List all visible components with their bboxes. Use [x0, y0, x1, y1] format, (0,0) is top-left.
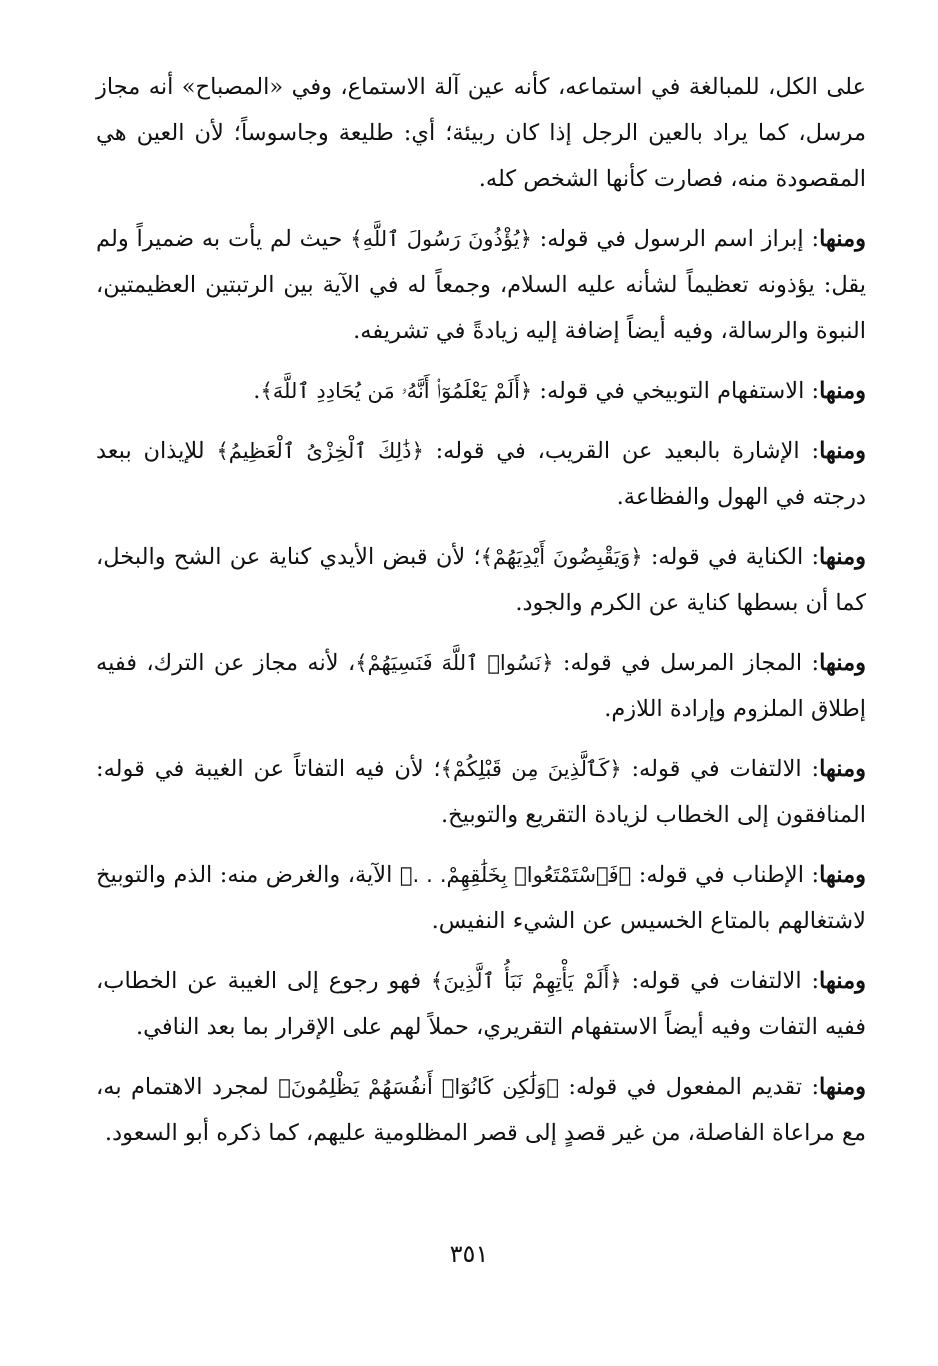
- paragraph-lead: ومنها: [819, 1074, 866, 1100]
- paragraph-rest: ؛ لأن قبض الأيدي كناية عن الشح والبخل، كما أن بسطها كناية عن الكرم والجود.: [96, 544, 866, 616]
- paragraph-lead: ومنها: [819, 862, 866, 888]
- paragraph-rest: فهو رجوع إلى الغيبة عن الخطاب، ففيه التفات وفيه أيضاً الاستفهام التقريري، حملاً لهم على الإقرار بما بعد النافي.: [96, 968, 866, 1040]
- paragraph-rest: لمجرد الاهتمام به، مع مراعاة الفاصلة، من غير قصدٍ إلى قصر المظلومية عليهم، كما ذكره أبو السعود.: [96, 1074, 866, 1146]
- paragraph-8: [96, 852, 866, 944]
- paragraph-intro: : الاستفهام التوبيخي في قوله:: [532, 378, 820, 404]
- paragraph-2: [96, 216, 866, 354]
- paragraph-1: [96, 64, 866, 202]
- paragraph-intro: : إبراز اسم الرسول في قوله:: [531, 226, 820, 252]
- paragraph-9: [96, 958, 866, 1050]
- paragraph-7: [96, 746, 866, 838]
- main-text: [96, 64, 866, 1170]
- paragraph-lead: ومنها: [819, 378, 866, 404]
- paragraph-intro: : الإطناب في قوله:: [631, 862, 820, 888]
- paragraph-rest: ، لأنه مجاز عن الترك، ففيه إطلاق الملزوم وإرادة اللازم.: [96, 650, 866, 722]
- quran-verse: ﴿فَٱسْتَمْتَعُوا۟ بِخَلَٰقِهِمْ. . .﴾: [399, 863, 632, 887]
- paragraph-5: [96, 534, 866, 626]
- paragraph-intro: : الإشارة بالبعيد عن القريب، في قوله:: [423, 438, 820, 464]
- quran-verse: ﴿أَلَمْ يَأْتِهِمْ نَبَأُ ٱلَّذِينَ﴾: [430, 969, 622, 993]
- paragraph-lead: ومنها: [819, 226, 866, 252]
- quran-verse: ﴿نَسُوا۟ ٱللَّهَ فَنَسِيَهُمْ﴾: [355, 651, 554, 675]
- paragraph-intro: : الالتفات في قوله:: [621, 968, 820, 994]
- paragraph-3: [96, 368, 866, 414]
- paragraph-intro: : تقديم المفعول في قوله:: [558, 1074, 820, 1100]
- paragraph-lead: ومنها: [819, 756, 866, 782]
- paragraph-intro: : الالتفات في قوله:: [621, 756, 820, 782]
- paragraph-text: على الكل، للمبالغة في استماعه، كأنه عين آلة الاستماع، وفي «المصباح» أنه مجاز مرسل، كما يراد بالعين الرجل إذا كان ربيئة؛ أي: طليعة وجاسوساً؛ لأن العين هي المقصودة منه، فصارت كأنها الشخص كله.: [96, 74, 866, 192]
- paragraph-rest: حيث لم يأت به ضميراً ولم يقل: يؤذونه تعظيماً لشأنه عليه السلام، وجمعاً له في الآية بين الرتبتين العظيمتين، النبوة والرسالة، وفيه أيضاً إضافة إليه زيادةً في تشريفه.: [96, 226, 866, 344]
- quran-verse: ﴿يُؤْذُونَ رَسُولَ ٱللَّهِ﴾: [350, 227, 532, 251]
- paragraph-rest: .: [253, 378, 261, 404]
- paragraph-lead: ومنها: [819, 968, 866, 994]
- quran-verse: ﴿وَيَقْبِضُونَ أَيْدِيَهُمْ﴾: [480, 545, 643, 569]
- quran-verse: ﴿أَلَمْ يَعْلَمُوٓا۟ أَنَّهُۥ مَن يُحَادِدِ ٱللَّهَ﴾: [260, 379, 533, 403]
- paragraph-intro: : الكناية في قوله:: [642, 544, 820, 570]
- paragraph-6: [96, 640, 866, 732]
- paragraph-rest: للإيذان ببعد درجته في الهول والفظاعة.: [96, 438, 866, 510]
- paragraph-10: [96, 1064, 866, 1156]
- paragraph-rest: ؛ لأن فيه التفاتاً عن الغيبة في قوله: المنافقون إلى الخطاب لزيادة التقريع والتوبيخ.: [96, 756, 866, 828]
- quran-verse: ﴿كَٱلَّذِينَ مِن قَبْلِكُمْ﴾: [440, 757, 622, 781]
- paragraph-lead: ومنها: [819, 438, 866, 464]
- paragraph-4: [96, 428, 866, 520]
- paragraph-rest: الآية، والغرض منه: الذم والتوبيخ لاشتغالهم بالمتاع الخسيس عن الشيء النفيس.: [96, 862, 866, 934]
- paragraph-lead: ومنها: [819, 544, 866, 570]
- page-number: ٣٥١: [449, 1240, 489, 1268]
- paragraph-lead: ومنها: [819, 650, 867, 676]
- quran-verse: ﴿ذَٰلِكَ ٱلْخِزْىُ ٱلْعَظِيمُ﴾: [216, 439, 424, 463]
- paragraph-intro: : المجاز المرسل في قوله:: [553, 650, 820, 676]
- quran-verse: ﴿وَلَٰكِن كَانُوٓا۟ أَنفُسَهُمْ يَظْلِمُونَ﴾: [278, 1075, 559, 1099]
